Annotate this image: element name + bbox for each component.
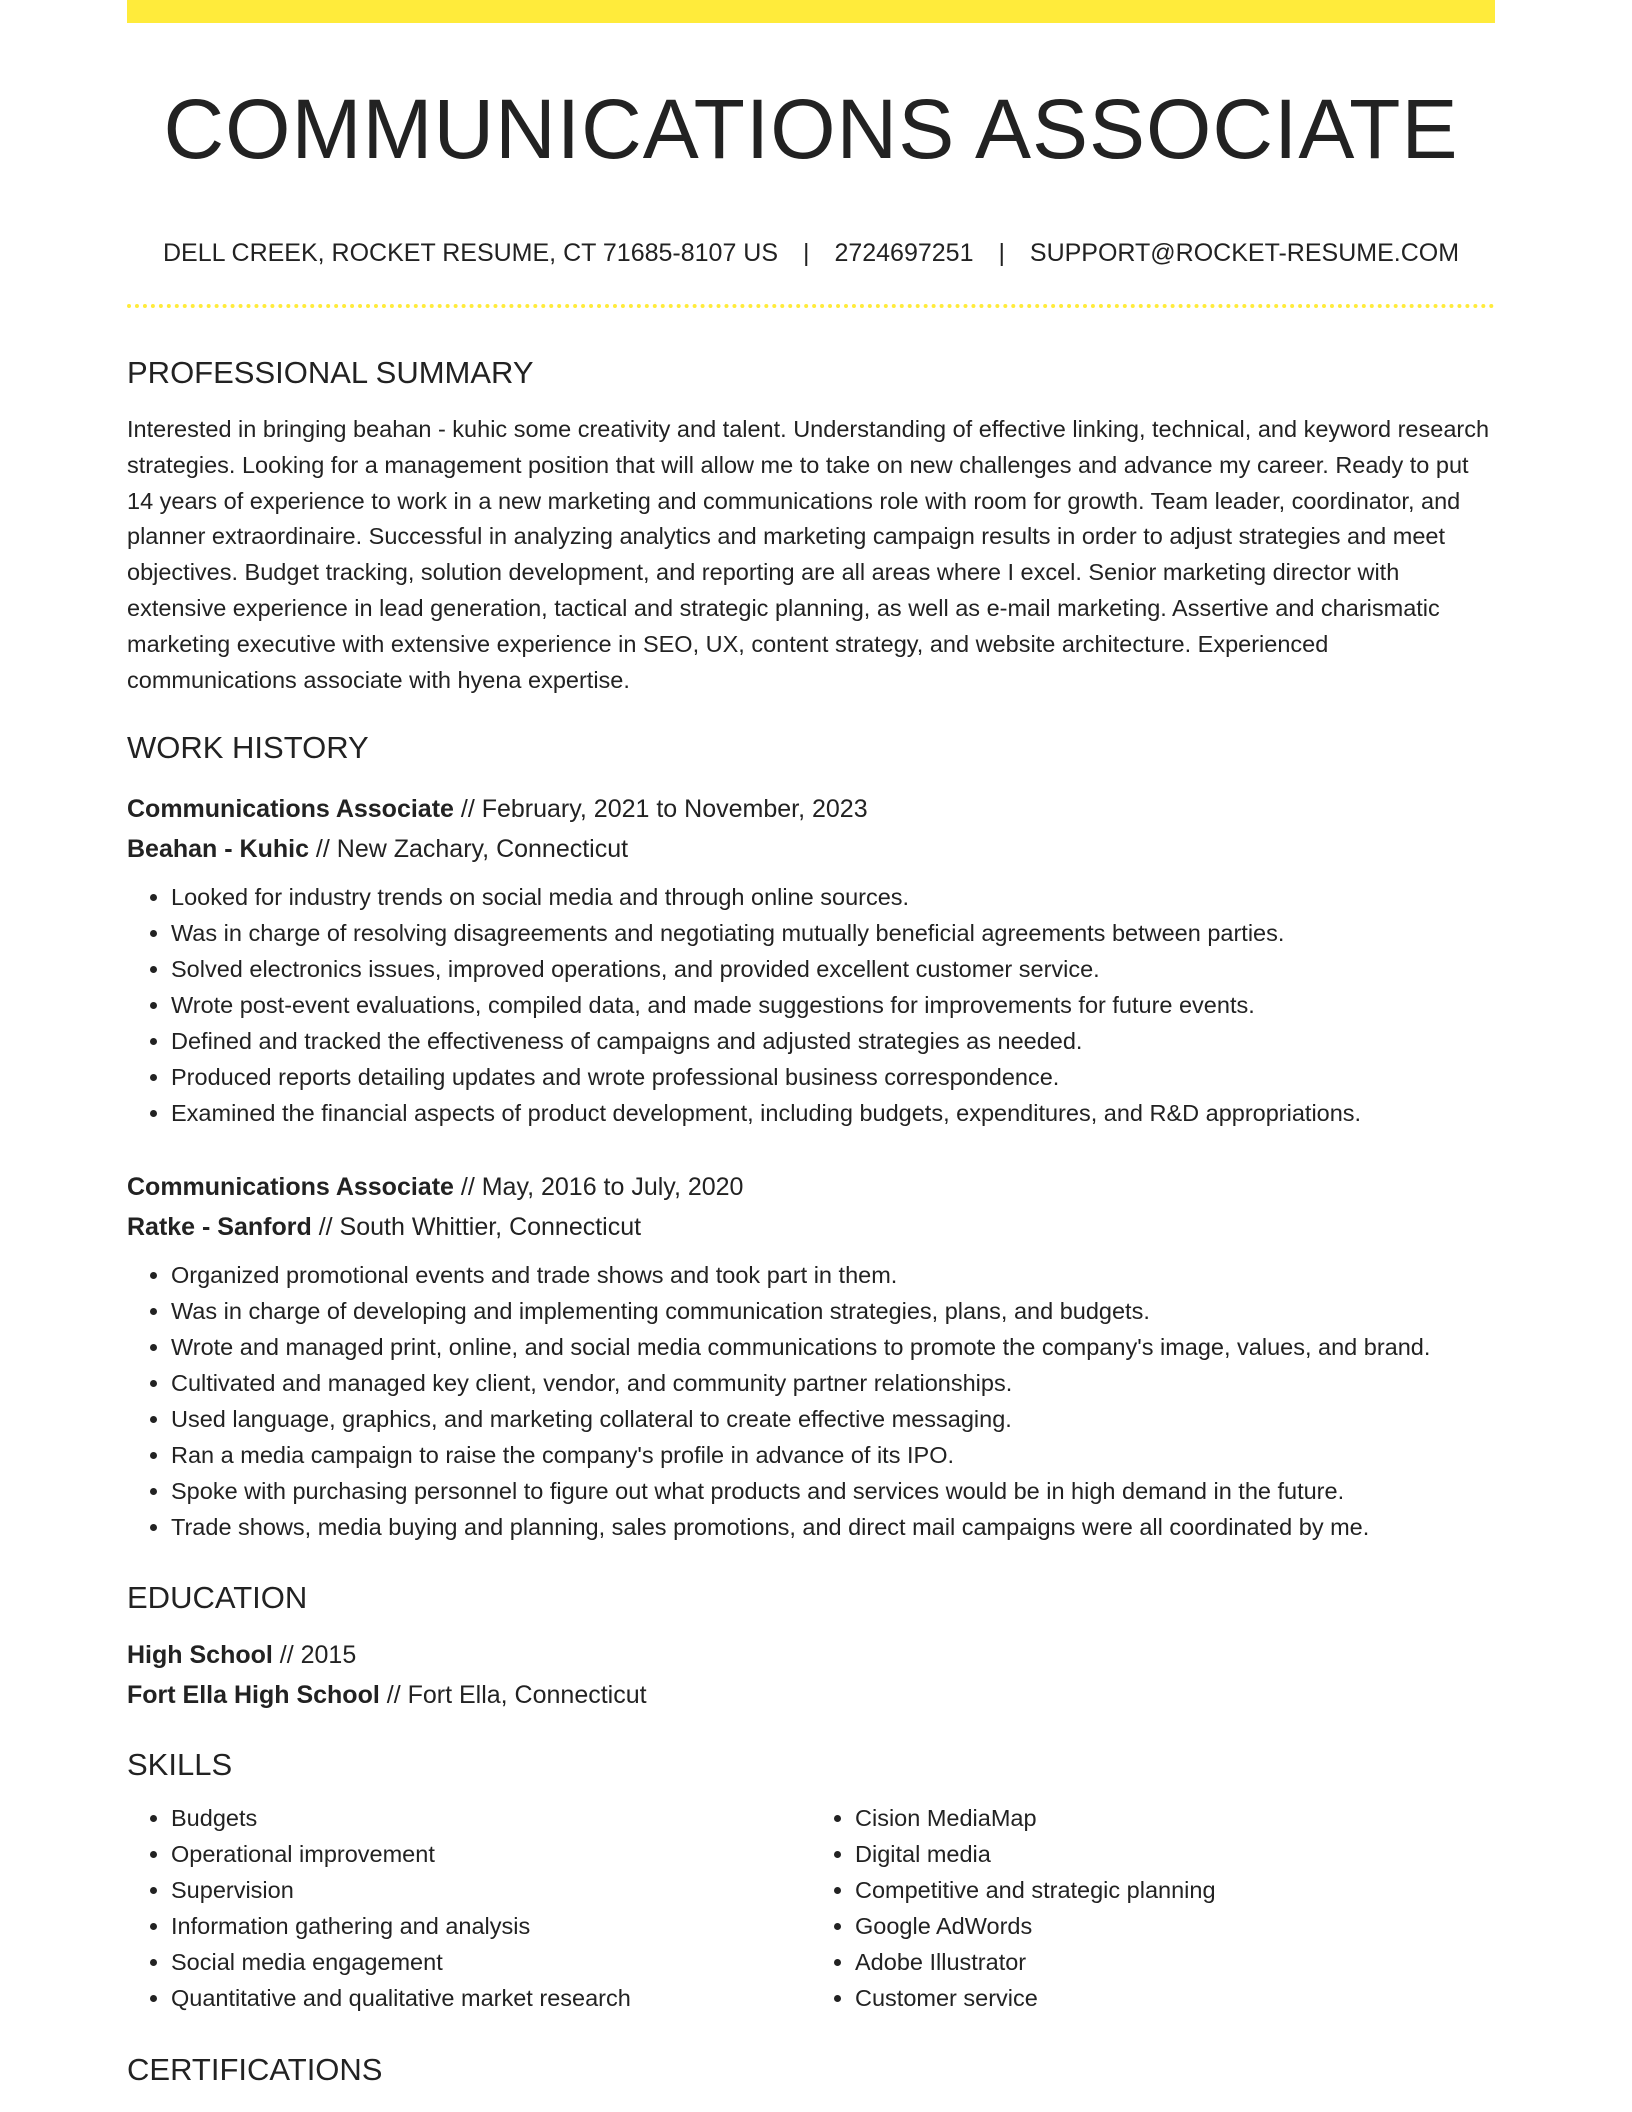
certifications-section (127, 2054, 1495, 2085)
skill-item: • Budgets (171, 1800, 811, 1836)
skill-item: • Operational improvement (171, 1836, 811, 1872)
education-heading: EDUCATION (127, 1580, 308, 1615)
job-role: Communications Associate (127, 795, 454, 823)
job-bullet: • Solved electronics issues, improved operations, and provided excellent customer service. (171, 951, 1495, 987)
job-entry (127, 1167, 1495, 1545)
skill-item: • Social media engagement (171, 1944, 811, 1980)
contact-separator: | (998, 239, 1005, 267)
summary-heading: PROFESSIONAL SUMMARY (127, 355, 534, 390)
dotted-divider (127, 304, 1495, 308)
work-history-section (127, 732, 1495, 763)
education-year: // 2015 (272, 1641, 357, 1669)
education-school-line (127, 1675, 1495, 1715)
job-bullets (127, 1257, 1495, 1545)
job-bullet: • Ran a media campaign to raise the company's profile in advance of its IPO. (171, 1437, 1495, 1473)
job-title-line (127, 789, 1495, 829)
skills-columns (127, 1800, 1495, 2016)
certifications-heading: CERTIFICATIONS (127, 2052, 383, 2087)
resume-content (127, 23, 1495, 308)
candidate-title: COMMUNICATIONS ASSOCIATE (163, 82, 1459, 176)
job-bullet: • Trade shows, media buying and planning, sales promotions, and direct mail campaigns were all coordinated by me. (171, 1509, 1495, 1545)
skill-item: • Cision MediaMap (855, 1800, 1495, 1836)
job-bullet: • Looked for industry trends on social media and through online sources. (171, 879, 1495, 915)
summary-section (127, 357, 1495, 698)
accent-top-bar (127, 0, 1495, 23)
education-degree-line (127, 1635, 1495, 1675)
skill-item: • Digital media (855, 1836, 1495, 1872)
skill-item: • Information gathering and analysis (171, 1908, 811, 1944)
education-degree: High School (127, 1641, 273, 1669)
skill-item: • Quantitative and qualitative market research (171, 1980, 811, 2016)
job-dates: // February, 2021 to November, 2023 (453, 795, 868, 823)
job-company-line (127, 829, 1495, 869)
job-company: Beahan - Kuhic (127, 835, 309, 863)
contact-phone: 2724697251 (834, 239, 974, 267)
skill-item: • Customer service (855, 1980, 1495, 2016)
job-company: Ratke - Sanford (127, 1213, 312, 1241)
job-bullet: • Cultivated and managed key client, vendor, and community partner relationships. (171, 1365, 1495, 1401)
job-bullet: • Wrote post-event evaluations, compiled data, and made suggestions for improvements for future events. (171, 987, 1495, 1023)
skills-list-right (811, 1800, 1495, 2016)
job-role: Communications Associate (127, 1173, 454, 1201)
job-location: // New Zachary, Connecticut (308, 835, 629, 863)
job-bullet: • Was in charge of developing and implementing communication strategies, plans, and budgets. (171, 1293, 1495, 1329)
job-bullet: • Produced reports detailing updates and wrote professional business correspondence. (171, 1059, 1495, 1095)
job-bullets (127, 879, 1495, 1131)
skills-list-left (127, 1800, 811, 2016)
job-bullet: • Organized promotional events and trade shows and took part in them. (171, 1257, 1495, 1293)
job-dates: // May, 2016 to July, 2020 (453, 1173, 744, 1201)
contact-address: DELL CREEK, ROCKET RESUME, CT 71685-8107 US (162, 239, 779, 267)
skill-item: • Google AdWords (855, 1908, 1495, 1944)
summary-text: Interested in bringing beahan - kuhic some creativity and talent. Understanding of effective linking, technical, and keyword research strategies. Looking for a management position that will allow me to take on new challenges and advance my career. Ready to put 14 years of experience to work in a new marketing and communications role with room for growth. Team leader, coordinator, and planner extraordinaire. Successful in analyzing analytics and marketing campaign results in order to adjust strategies and meet objectives. Budget tracking, solution development, and reporting are all areas where I excel. Senior marketing director with extensive experience in lead generation, tactical and strategic planning, as well as e-mail marketing. Assertive and charismatic marketing executive with extensive experience in SEO, UX, content strategy, and website architecture. Experienced communications associate with hyena expertise. (127, 416, 1490, 693)
education-school: Fort Ella High School (127, 1681, 380, 1709)
job-entry (127, 789, 1495, 1131)
job-bullet: • Wrote and managed print, online, and social media communications to promote the company's image, values, and brand. (171, 1329, 1495, 1365)
job-title-line (127, 1167, 1495, 1207)
job-bullet: • Examined the financial aspects of product development, including budgets, expenditures, and R&D appropriations. (171, 1095, 1495, 1131)
contact-email: SUPPORT@ROCKET-RESUME.COM (1029, 239, 1460, 267)
job-bullet: • Defined and tracked the effectiveness of campaigns and adjusted strategies as needed. (171, 1023, 1495, 1059)
contact-line (127, 241, 1495, 266)
work-history-heading: WORK HISTORY (127, 730, 369, 765)
contact-separator: | (802, 239, 810, 267)
skill-item: • Supervision (171, 1872, 811, 1908)
skills-section (127, 1749, 1495, 2016)
job-bullet: • Spoke with purchasing personnel to figure out what products and services would be in high demand in the future. (171, 1473, 1495, 1509)
skill-item: • Competitive and strategic planning (855, 1872, 1495, 1908)
skill-item: • Adobe Illustrator (855, 1944, 1495, 1980)
job-bullet: • Used language, graphics, and marketing collateral to create effective messaging. (171, 1401, 1495, 1437)
job-company-line (127, 1207, 1495, 1247)
education-location: // Fort Ella, Connecticut (379, 1681, 647, 1709)
education-section (127, 1582, 1495, 1715)
job-location: // South Whittier, Connecticut (311, 1213, 642, 1241)
skills-heading: SKILLS (127, 1747, 233, 1782)
job-bullet: • Was in charge of resolving disagreements and negotiating mutually beneficial agreements between parties. (171, 915, 1495, 951)
